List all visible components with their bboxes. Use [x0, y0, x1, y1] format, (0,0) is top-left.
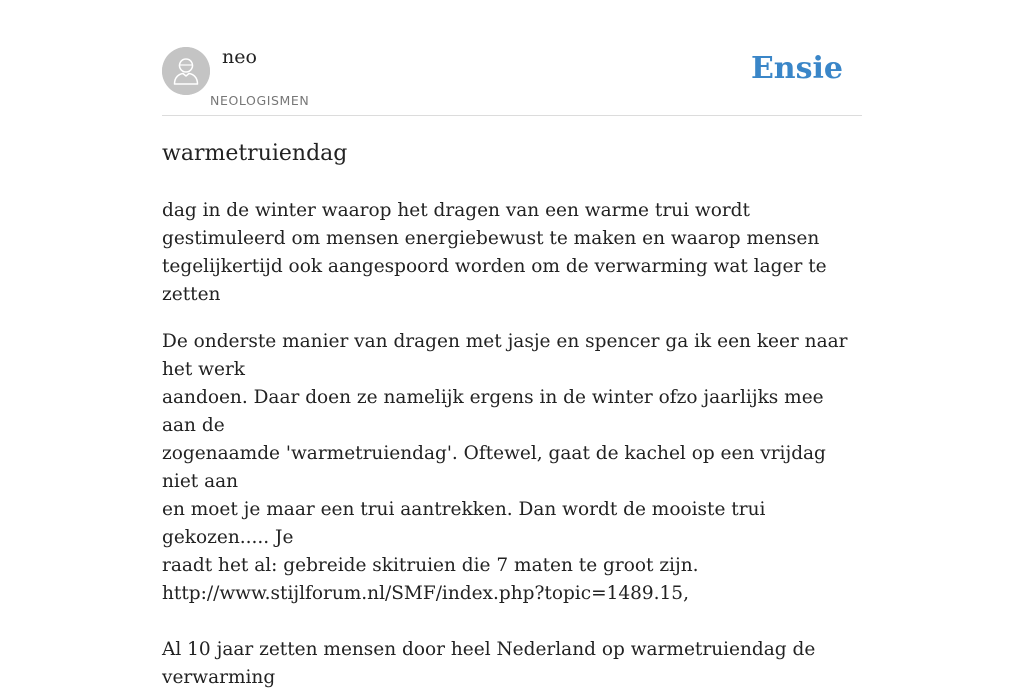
- example-line: raadt het al: gebreide skitruien die 7 maten te groot zijn.: [162, 555, 699, 576]
- category-label[interactable]: NEOLOGISMEN: [210, 93, 310, 108]
- example-line: De onderste manier van dragen met jasje en spencer ga ik een keer naar het werk: [162, 331, 854, 380]
- example-line: en moet je maar een trui aantrekken. Dan wordt de mooiste trui gekozen..... Je: [162, 499, 772, 548]
- username-link[interactable]: neo: [222, 46, 257, 68]
- user-silhouette-icon: [162, 47, 210, 95]
- entry-header: [162, 46, 862, 116]
- avatar[interactable]: [162, 47, 210, 95]
- example-spacer: [162, 608, 862, 636]
- example-url-line: http://www.stijlforum.nl/SMF/index.php?topic=1489.15,: [162, 583, 689, 604]
- entry-content: [162, 137, 862, 692]
- example-line: aandoen. Daar doen ze namelijk ergens in de winter ofzo jaarlijks mee aan de: [162, 387, 830, 436]
- example-line: zogenaamde 'warmetruiendag'. Oftewel, gaat de kachel op een vrijdag niet aan: [162, 443, 832, 492]
- entry-title: warmetruiendag: [162, 141, 348, 166]
- ensie-logo-link[interactable]: Ensie: [750, 51, 843, 86]
- entry-example: [162, 328, 862, 692]
- entry-definition: dag in de winter waarop het dragen van een warme trui wordt gestimuleerd om mensen energiebewust te maken en waarop mensen tegelijkertijd ook aangespoord worden om de verwarming wat lager te zetten: [162, 200, 827, 305]
- example-line: Al 10 jaar zetten mensen door heel Nederland op warmetruiendag de verwarming: [162, 639, 822, 688]
